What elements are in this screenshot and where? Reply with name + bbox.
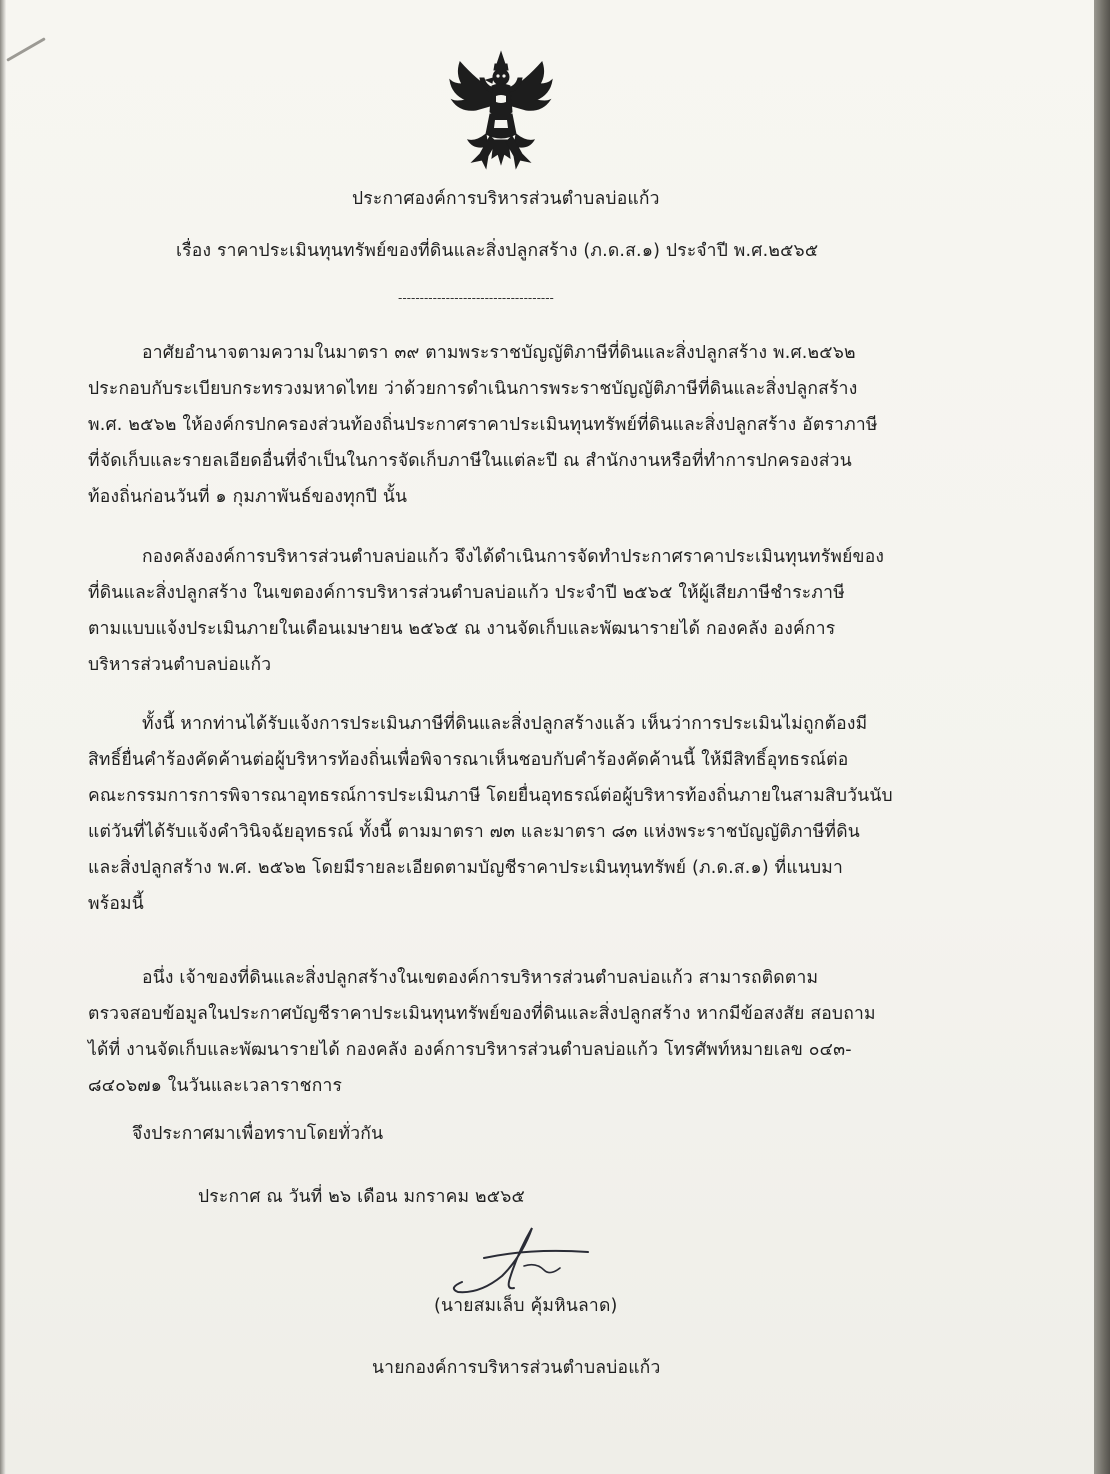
paragraph-3: [88, 706, 938, 922]
paragraph-line: ประกอบกับระเบียบกระทรวงมหาดไทย ว่าด้วยการดำเนินการพระราชบัญญัติภาษีที่ดินและสิ่งปลูกสร้าง: [88, 379, 858, 399]
paragraph-line: และสิ่งปลูกสร้าง พ.ศ. ๒๕๖๒ โดยมีรายละเอียดตามบัญชีราคาประเมินทุนทรัพย์ (ภ.ด.ส.๑) ที่แนบมา: [88, 858, 844, 878]
paragraph-line: ตรวจสอบข้อมูลในประกาศบัญชีราคาประเมินทุนทรัพย์ของที่ดินและสิ่งปลูกสร้าง หากมีข้อสงสัย สอบถาม: [88, 1004, 876, 1024]
announcement-date: ประกาศ ณ วันที่ ๒๖ เดือน มกราคม ๒๕๖๕: [198, 1187, 525, 1207]
paragraph-line: ได้ที่ งานจัดเก็บและพัฒนารายได้ กองคลัง องค์การบริหารส่วนตำบลบ่อแก้ว โทรศัพท์หมายเลข ๐๔๓-: [88, 1040, 852, 1060]
paragraph-line: แต่วันที่ได้รับแจ้งคำวินิจฉัยอุทธรณ์ ทั้งนี้ ตามมาตรา ๗๓ และมาตรา ๘๓ แห่งพระราชบัญญัติภาษีที่ดิน: [88, 822, 860, 842]
announcement-title: ประกาศองค์การบริหารส่วนตำบลบ่อแก้ว: [352, 189, 660, 209]
paragraph-line: สิทธิ์ยื่นคำร้องคัดค้านต่อผู้บริหารท้องถิ่นเพื่อพิจารณาเห็นชอบกับคำร้องคัดค้านนี้ ให้มีสิทธิ์อุทธรณ์ต่อ: [88, 750, 849, 770]
paragraph-line: ๘๔๐๖๗๑ ในวันและเวลาราชการ: [88, 1076, 343, 1096]
paragraph-line: ท้องถิ่นก่อนวันที่ ๑ กุมภาพันธ์ของทุกปี นั้น: [88, 487, 408, 507]
paragraph-line: คณะกรรมการการพิจารณาอุทธรณ์การประเมินภาษี โดยยื่นอุทธรณ์ต่อผู้บริหารท้องถิ่นภายในสามสิบวันนับ: [88, 786, 893, 806]
paragraph-line: ตามแบบแจ้งประเมินภายในเดือนเมษายน ๒๕๖๕ ณ งานจัดเก็บและพัฒนารายได้ กองคลัง องค์การ: [88, 619, 836, 639]
page-edge-shadow: [0, 0, 6, 1474]
signature-icon: [440, 1218, 600, 1298]
paragraph-line: กองคลังองค์การบริหารส่วนตำบลบ่อแก้ว จึงได้ดำเนินการจัดทำประกาศราคาประเมินทุนทรัพย์ของ: [142, 547, 885, 567]
announcement-subject: เรื่อง ราคาประเมินทุนทรัพย์ของที่ดินและสิ่งปลูกสร้าง (ภ.ด.ส.๑) ประจำปี พ.ศ.๒๕๖๕: [176, 241, 819, 261]
paragraph-2: [88, 539, 938, 683]
signer-name: (นายสมเล็บ คุ้มหินลาด): [434, 1296, 618, 1316]
paragraph-4: [88, 960, 938, 1104]
garuda-emblem-icon: [446, 50, 556, 175]
paragraph-line: พร้อมนี้: [88, 894, 144, 914]
paragraph-1: [88, 335, 938, 515]
closing-statement: จึงประกาศมาเพื่อทราบโดยทั่วกัน: [132, 1124, 384, 1144]
title-divider: ------------------------------------: [398, 291, 554, 305]
desk-edge: [1094, 0, 1110, 1474]
paragraph-line: ทั้งนี้ หากท่านได้รับแจ้งการประเมินภาษีที่ดินและสิ่งปลูกสร้างแล้ว เห็นว่าการประเมินไม่ถูกต้องมี: [142, 714, 868, 734]
paragraph-line: บริหารส่วนตำบลบ่อแก้ว: [88, 655, 272, 675]
paragraph-line: ที่ดินและสิ่งปลูกสร้าง ในเขตองค์การบริหารส่วนตำบลบ่อแก้ว ประจำปี ๒๕๖๕ ให้ผู้เสียภาษีชำระภาษี: [88, 583, 845, 603]
paragraph-line: ที่จัดเก็บและรายลเอียดอื่นที่จำเป็นในการจัดเก็บภาษีในแต่ละปี ณ สำนักงานหรือที่ทำการปกครองส่วน: [88, 451, 852, 471]
paragraph-line: อนึ่ง เจ้าของที่ดินและสิ่งปลูกสร้างในเขตองค์การบริหารส่วนตำบลบ่อแก้ว สามารถติดตาม: [142, 968, 819, 988]
signer-position: นายกองค์การบริหารส่วนตำบลบ่อแก้ว: [372, 1358, 661, 1378]
paragraph-line: พ.ศ. ๒๕๖๒ ให้องค์กรปกครองส่วนท้องถิ่นประกาศราคาประเมินทุนทรัพย์ที่ดินและสิ่งปลูกสร้าง อัตราภาษี: [88, 415, 878, 435]
paper-scratch-mark: [6, 37, 46, 62]
paragraph-line: อาศัยอำนาจตามความในมาตรา ๓๙ ตามพระราชบัญญัติภาษีที่ดินและสิ่งปลูกสร้าง พ.ศ.๒๕๖๒: [142, 343, 856, 363]
